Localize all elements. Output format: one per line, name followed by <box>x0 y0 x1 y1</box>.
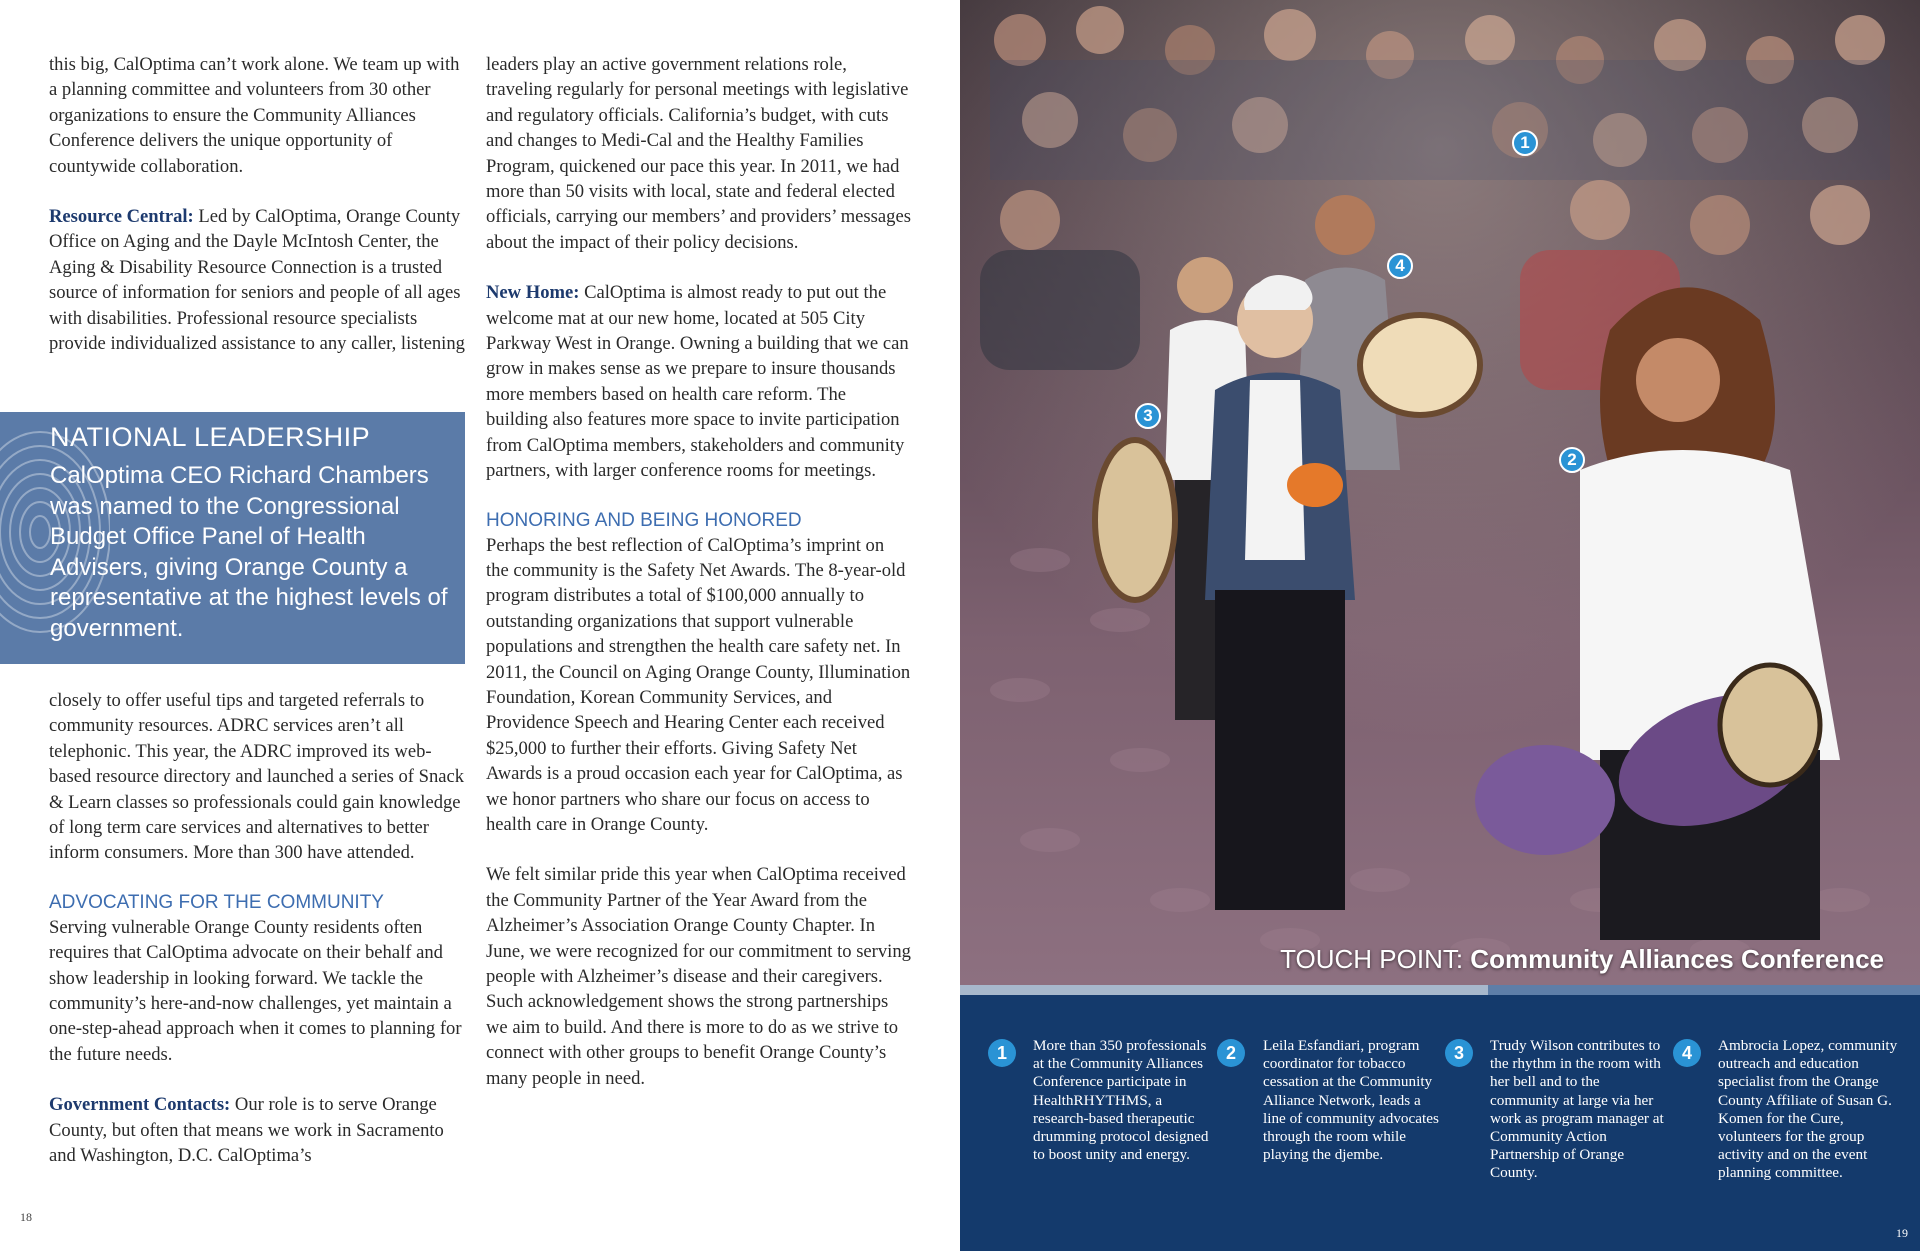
column-2 <box>486 52 911 1091</box>
lead-government-contacts: Government Contacts: <box>49 1094 231 1116</box>
heading-advocating: ADVOCATING FOR THE COMMUNITY <box>49 891 384 913</box>
right-page <box>960 0 1920 1251</box>
paragraph-community-partner: We felt similar pride this year when CalOptima received the Community Partner of the Year Award from the Alzheimer’s Association Orange County Chapter. In June, we were recognized for our commitment to serving people with Alzheimer’s disease and their caregivers. Such acknowledgement shows the strong partnerships we aim to build. And there is more to do as we strive to connect with other groups to benefit Orange County’s many people in need. <box>486 864 911 1089</box>
paragraph-gov-relations: leaders play an active government relations role, traveling regularly for personal meetings with legislative and regulatory officials. California’s budget, with cuts and changes to Medi-Cal and the Healthy Families Program, quickened our pace this year. In 2011, we had more than 50 visits with local, state and federal elected officials, carrying our members’ and providers’ messages about the impact of their policy decisions. <box>486 54 911 253</box>
page-number-right: 19 <box>1896 1226 1908 1240</box>
lead-new-home: New Home: <box>486 282 580 304</box>
paragraph-new-home: New Home: CalOptima is almost ready to put out the welcome mat at our new home, located at 505 City Parkway West in Orange. Owning a building that we can grow in makes sense as we prepare to insure thousands more members based on health care reform. The building also features more space to invite participation from CalOptima members, stakeholders and community partners, with larger conference rooms for meetings. <box>486 282 909 482</box>
drumming-line-illustration <box>960 0 1920 985</box>
national-leadership-callout <box>0 412 465 664</box>
photo-marker-2: 2 <box>1559 447 1585 473</box>
lead-resource-central: Resource Central: <box>49 206 194 228</box>
caption-number-2: 2 <box>1217 1039 1245 1067</box>
paragraph-resource-central: Resource Central: Led by CalOptima, Orange County Office on Aging and the Dayle McIntosh Center, the Aging & Disability Resource Connection is a trusted source of information for seniors and people of all ages with disabilities. Professional resource specialists provide individualized assistance to any caller, listening <box>49 206 465 355</box>
heading-honoring: HONORING AND BEING HONORED <box>486 509 802 531</box>
callout-text: CalOptima CEO Richard Chambers was named to the Congressional Budget Office Panel of Health Advisers, giving Orange County a representative at the highest levels of government. <box>50 462 448 642</box>
paragraph-honoring: Perhaps the best reflection of CalOptima’s imprint on the community is the Safety Net Awards. The 8-year-old program distributes a total of $100,000 annually to outstanding organizations that support vulnerable populations and strengthen the health care safety net. In 2011, the Council on Aging Orange County, Illumination Foundation, Korean Community Services, and Providence Speech and Hearing Center each received $25,000 to further their efforts. Giving Safety Net Awards is a proud occasion each year for CalOptima, as we honor partners who share our focus on access to health care in Orange County. <box>486 534 911 835</box>
callout-heading: NATIONAL LEADERSHIP <box>50 422 371 452</box>
paragraph-government: Government Contacts: Our role is to serve Orange County, but often that means we work in Sacramento and Washington, D.C. CalOptima’s <box>49 1094 444 1167</box>
touchpoint-event: Community Alliances Conference <box>1463 944 1884 974</box>
caption-4: Ambrocia Lopez, community outreach and education specialist from the Orange County Affiliate of Susan G. Komen for the Cure, volunteers for the group activity and on the event planning committee. <box>1718 1037 1898 1182</box>
column-1-top <box>49 52 469 356</box>
divider-stripe <box>960 985 1920 995</box>
page-number-left: 18 <box>20 1210 32 1224</box>
conference-photo <box>960 0 1920 985</box>
paragraph-advocating: Serving vulnerable Orange County residents often requires that CalOptima advocate on their behalf and show leadership in looking forward. We tackle the community’s here-and-now challenges, yet maintain a one-step-ahead approach when it comes to planning for the future needs. <box>49 916 462 1065</box>
caption-number-3: 3 <box>1445 1039 1473 1067</box>
caption-number-4: 4 <box>1673 1039 1701 1067</box>
caption-3: Trudy Wilson contributes to the rhythm in the room with her bell and to the community at large via her work as program manager at Community Action Partnership of Orange County. <box>1490 1037 1664 1182</box>
caption-1: More than 350 professionals at the Community Alliances Conference participate in HealthRHYTHMS, a research-based therapeutic drumming protocol designed to boost unity and energy. <box>1033 1037 1209 1164</box>
photo-marker-3: 3 <box>1135 403 1161 429</box>
photo-captions <box>960 995 1920 1251</box>
paragraph-adrc: closely to offer useful tips and targeted referrals to community resources. ADRC services aren’t all telephonic. This year, the ADRC improved its web-based resource directory and launched a series of Snack & Learn classes so professionals could gain knowledge of long term care services and alternatives to better inform consumers. More than 300 have attended. <box>49 690 465 864</box>
column-1-bottom <box>49 688 469 1169</box>
photo-marker-4: 4 <box>1387 253 1413 279</box>
photo-marker-1: 1 <box>1512 130 1538 156</box>
paragraph-intro: this big, CalOptima can’t work alone. We team up with a planning committee and volunteers from 30 other organizations to ensure the Community Alliances Conference delivers the unique opportunity of countywide collaboration. <box>49 54 460 177</box>
caption-number-1: 1 <box>988 1039 1016 1067</box>
caption-2: Leila Esfandiari, program coordinator for tobacco cessation at the Community Alliance Network, leads a line of community advocates through the room while playing the djembe. <box>1263 1037 1439 1164</box>
touchpoint-title <box>1280 944 1884 975</box>
touchpoint-label: TOUCH POINT: <box>1280 944 1464 974</box>
